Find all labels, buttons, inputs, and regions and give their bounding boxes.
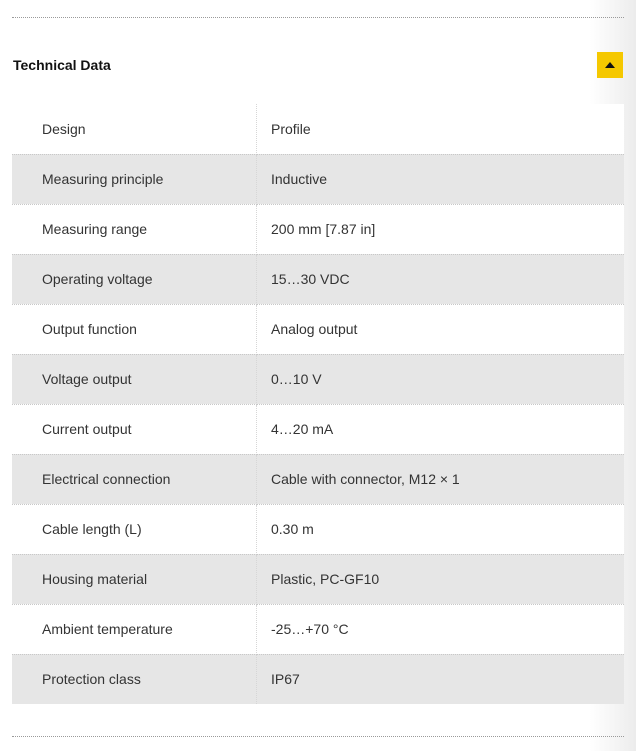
- row-value: Cable with connector, M12 × 1: [257, 454, 625, 504]
- table-row: [12, 454, 624, 504]
- section-title: Technical Data: [13, 57, 111, 73]
- table-row: [12, 204, 624, 254]
- table-row: [12, 154, 624, 204]
- table-row: [12, 654, 624, 704]
- row-value: 4…20 mA: [257, 404, 625, 454]
- row-value: Plastic, PC-GF10: [257, 554, 625, 604]
- row-value: IP67: [271, 671, 300, 688]
- row-label: Ambient temperature: [12, 604, 257, 654]
- row-label: Cable length (L): [12, 504, 257, 554]
- caret-up-icon: [605, 62, 615, 68]
- row-value: 0.30 m: [257, 504, 625, 554]
- row-value: 15…30 VDC: [257, 254, 625, 304]
- row-label: Housing material: [12, 554, 257, 604]
- collapse-button[interactable]: [597, 52, 623, 78]
- row-label: Output function: [12, 304, 257, 354]
- row-label: Measuring range: [12, 204, 257, 254]
- row-label: Operating voltage: [12, 254, 257, 304]
- row-value: Profile: [257, 104, 625, 154]
- table-row: [12, 354, 624, 404]
- row-label: Current output: [12, 404, 257, 454]
- row-value: 0…10 V: [257, 354, 625, 404]
- row-label: Measuring principle: [12, 154, 257, 204]
- row-value: Analog output: [257, 304, 625, 354]
- row-label: Design: [12, 104, 257, 154]
- table-row: [12, 104, 624, 154]
- row-label: Voltage output: [12, 354, 257, 404]
- bottom-divider: [12, 736, 624, 737]
- table-row: [12, 604, 624, 654]
- row-label: Electrical connection: [12, 454, 257, 504]
- table-row: [12, 304, 624, 354]
- row-label: Protection class: [12, 654, 257, 704]
- table-row: [12, 404, 624, 454]
- row-value: Inductive: [257, 154, 625, 204]
- row-value: 200 mm [7.87 in]: [257, 204, 625, 254]
- row-value: -25…+70 °C: [257, 604, 625, 654]
- technical-data-table: [12, 104, 624, 704]
- table-row: [12, 504, 624, 554]
- table-row: [12, 554, 624, 604]
- table-row: [12, 254, 624, 304]
- technical-data-header[interactable]: [0, 18, 636, 104]
